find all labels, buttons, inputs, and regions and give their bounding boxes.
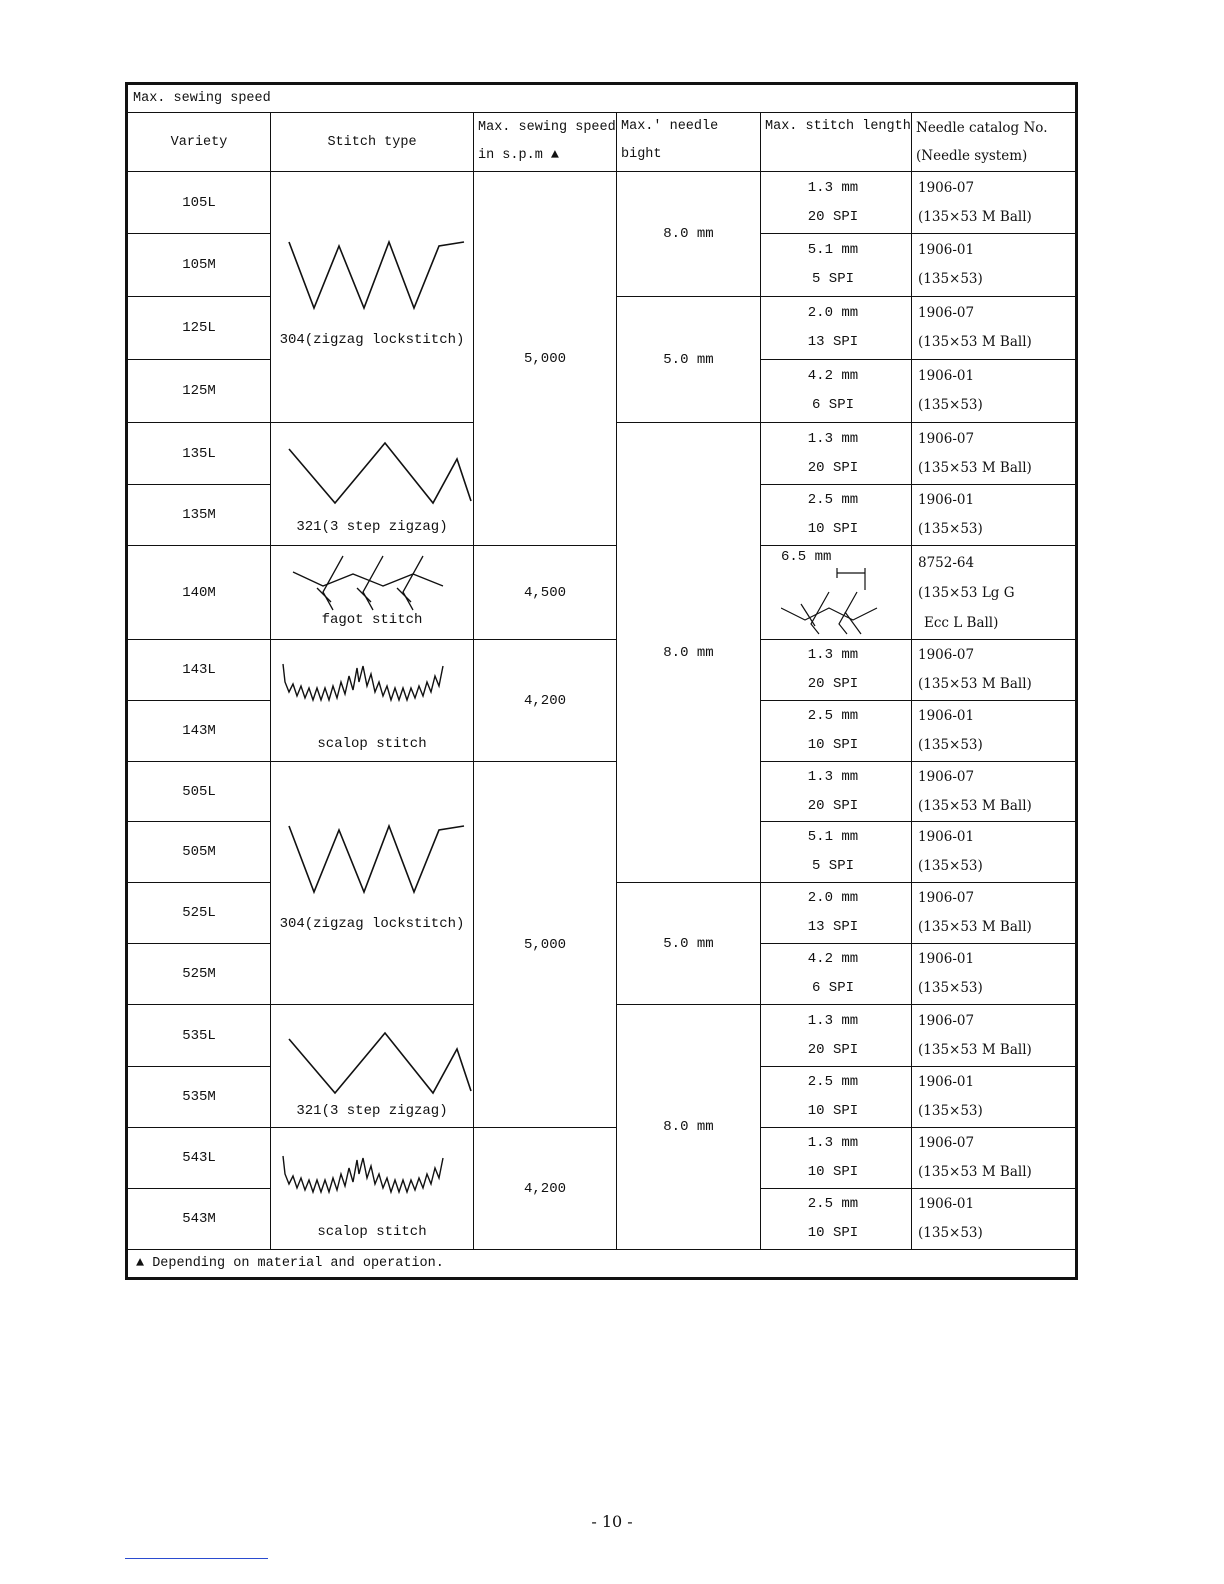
length-cell-fagot: [761, 546, 912, 640]
needle-cell: 1906-01 (135×53): [912, 485, 1077, 546]
stitch-scalop-2: [271, 1128, 474, 1250]
stitch-label: 321(3 step zigzag): [296, 1103, 448, 1119]
needle-cell: 1906-01 (135×53): [912, 822, 1077, 883]
needle-cell: 1906-01 (135×53): [912, 701, 1077, 762]
needle-cell: 1906-01 (135×53): [912, 1189, 1077, 1250]
length-cell: 1.3 mm 10 SPI: [761, 1128, 912, 1189]
page-number: - 10 -: [591, 1512, 633, 1531]
header-speed-line1: Max. sewing speed: [478, 120, 616, 135]
length-cell: 2.5 mm 10 SPI: [761, 1189, 912, 1250]
length-cell: 4.2 mm 6 SPI: [761, 944, 912, 1005]
length-cell: 1.3 mm 20 SPI: [761, 1005, 912, 1067]
length-cell: 5.1 mm 5 SPI: [761, 822, 912, 883]
header-needle: [912, 113, 1077, 172]
speed-cell: 4,200: [474, 1128, 617, 1250]
variety-cell: 525L: [127, 883, 271, 944]
length-cell: 1.3 mm 20 SPI: [761, 640, 912, 701]
variety-cell: 543L: [127, 1128, 271, 1189]
needle-cell: 1906-07 (135×53 M Ball): [912, 1005, 1077, 1067]
zigzag-lockstitch-diagram: [281, 822, 471, 902]
fagot-length-value: 6.5 mm: [781, 549, 832, 565]
variety-cell: 505L: [127, 762, 271, 822]
variety-cell: 143L: [127, 640, 271, 701]
variety-cell: 525M: [127, 944, 271, 1005]
speed-cell: 4,200: [474, 640, 617, 762]
header-speed: [474, 113, 617, 172]
length-cell: 2.5 mm 10 SPI: [761, 1067, 912, 1128]
variety-cell: 505M: [127, 822, 271, 883]
length-cell: 1.3 mm 20 SPI: [761, 172, 912, 234]
length-cell: 1.3 mm 20 SPI: [761, 423, 912, 485]
stitch-label: 304(zigzag lockstitch): [279, 332, 465, 348]
stitch-step-zigzag-2: [271, 1005, 474, 1128]
stitch-zigzag-lockstitch-2: [271, 762, 474, 1005]
bight-cell: 5.0 mm: [617, 883, 761, 1005]
length-cell: 2.5 mm 10 SPI: [761, 701, 912, 762]
header-needle-line1: Needle catalog No.: [916, 120, 1048, 136]
needle-cell: 1906-07 (135×53 M Ball): [912, 297, 1077, 360]
needle-cell: 1906-01 (135×53): [912, 1067, 1077, 1128]
needle-cell: 1906-07 (135×53 M Ball): [912, 640, 1077, 701]
step-zigzag-diagram: [285, 439, 475, 509]
variety-cell: 125M: [127, 360, 271, 423]
variety-cell: 105M: [127, 234, 271, 297]
needle-cell: 1906-01 (135×53): [912, 360, 1077, 423]
header-stitch-type: Stitch type: [271, 113, 474, 172]
variety-cell: 135L: [127, 423, 271, 485]
stitch-fagot: [271, 546, 474, 640]
header-length: Max. stitch length: [761, 113, 912, 172]
header-needle-line2: (Needle system): [916, 148, 1028, 164]
needle-cell: 1906-07 (135×53 M Ball): [912, 423, 1077, 485]
needle-cell: 1906-01 (135×53): [912, 944, 1077, 1005]
step-zigzag-diagram: [285, 1029, 475, 1099]
length-cell: 5.1 mm 5 SPI: [761, 234, 912, 297]
bight-cell: 8.0 mm: [617, 423, 761, 883]
needle-cell: 1906-07 (135×53 M Ball): [912, 883, 1077, 944]
stitch-label: scalop stitch: [317, 736, 427, 752]
speed-cell: 5,000: [474, 172, 617, 546]
needle-cell: 8752-64 (135×53 Lg G Ecc L Ball): [912, 546, 1077, 640]
scalop-stitch-diagram: [279, 1154, 469, 1214]
bight-cell: 8.0 mm: [617, 1005, 761, 1250]
bight-cell: 5.0 mm: [617, 297, 761, 423]
variety-cell: 143M: [127, 701, 271, 762]
stitch-label: scalop stitch: [317, 1224, 427, 1240]
variety-cell: 105L: [127, 172, 271, 234]
table-title: Max. sewing speed: [127, 84, 1077, 113]
variety-cell: 543M: [127, 1189, 271, 1250]
stitch-scalop-1: [271, 640, 474, 762]
header-bight: Max.' needle bight: [617, 113, 761, 172]
stitch-label: 321(3 step zigzag): [296, 519, 448, 535]
variety-cell: 535L: [127, 1005, 271, 1067]
spec-table: [125, 82, 1078, 1280]
stitch-label: 304(zigzag lockstitch): [279, 916, 465, 932]
header-variety: Variety: [127, 113, 271, 172]
needle-cell: 1906-07 (135×53 M Ball): [912, 172, 1077, 234]
fagot-stitch-diagram: [289, 552, 459, 614]
variety-cell: 535M: [127, 1067, 271, 1128]
bight-cell: 8.0 mm: [617, 172, 761, 297]
stitch-zigzag-lockstitch-1: [271, 172, 474, 423]
speed-cell: 4,500: [474, 546, 617, 640]
length-cell: 4.2 mm 6 SPI: [761, 360, 912, 423]
table-footnote: ▲ Depending on material and operation.: [127, 1250, 1077, 1279]
needle-cell: 1906-07 (135×53 M Ball): [912, 762, 1077, 822]
fagot-length-diagram: [781, 564, 901, 636]
length-cell: 1.3 mm 20 SPI: [761, 762, 912, 822]
variety-cell: 140M: [127, 546, 271, 640]
variety-cell: 125L: [127, 297, 271, 360]
scalop-stitch-diagram: [279, 662, 469, 722]
needle-cell: 1906-07 (135×53 M Ball): [912, 1128, 1077, 1189]
variety-cell: 135M: [127, 485, 271, 546]
length-cell: 2.0 mm 13 SPI: [761, 883, 912, 944]
zigzag-lockstitch-diagram: [281, 238, 471, 318]
length-cell: 2.0 mm 13 SPI: [761, 297, 912, 360]
footer-rule: [125, 1558, 268, 1559]
speed-cell: 5,000: [474, 762, 617, 1128]
needle-cell: 1906-01 (135×53): [912, 234, 1077, 297]
stitch-step-zigzag-1: [271, 423, 474, 546]
stitch-label: fagot stitch: [321, 612, 423, 628]
header-speed-line2: in s.p.m ▲: [478, 148, 560, 163]
length-cell: 2.5 mm 10 SPI: [761, 485, 912, 546]
